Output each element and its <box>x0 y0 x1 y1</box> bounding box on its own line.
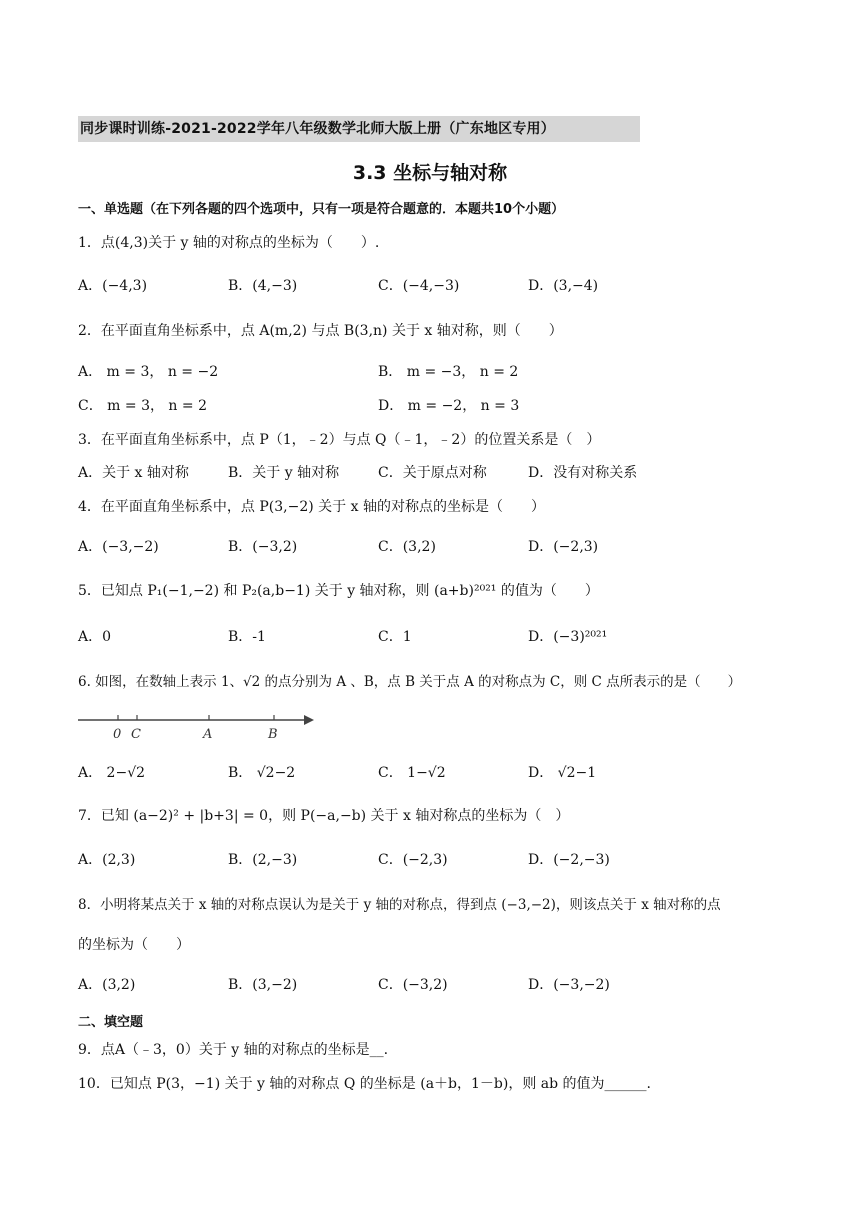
q4-option-a: A．(−3,−2) <box>78 539 159 555</box>
q2-option-a: A． m = 3， n = −2 <box>78 364 219 380</box>
q3-option-d: D．没有对称关系 <box>528 465 638 481</box>
q7-option-a: A．(2,3) <box>78 852 136 868</box>
q7-option-d: D．(−2,−3) <box>528 852 610 868</box>
label-c: C <box>131 727 141 742</box>
q7-option-c: C．(−2,3) <box>378 852 448 868</box>
q4-option-b: B．(−3,2) <box>228 539 298 555</box>
q1-option-b: B．(4,−3) <box>228 278 298 294</box>
q7-option-b: B．(2,−3) <box>228 852 298 868</box>
q4-option-c: C．(3,2) <box>378 539 436 555</box>
q5-option-a: A．0 <box>78 629 112 645</box>
question-4-stem: 4．在平面直角坐标系中，点 P(3,−2) 关于 x 轴的对称点的坐标是（ ） <box>78 499 545 515</box>
q6-option-b: B． √2−2 <box>228 765 296 781</box>
q8-option-a: A．(3,2) <box>78 977 136 993</box>
q6-option-d: D． √2−1 <box>528 765 597 781</box>
q3-option-b: B．关于 y 轴对称 <box>228 465 340 481</box>
q1-option-c: C．(−4,−3) <box>378 278 460 294</box>
q1-option-d: D．(3,−4) <box>528 278 599 294</box>
label-a: A <box>203 727 213 742</box>
q2-option-c: C． m = 3， n = 2 <box>78 398 207 414</box>
q3-option-c: C．关于原点对称 <box>378 465 487 481</box>
q6-option-a: A． 2−√2 <box>78 765 146 781</box>
label-0: 0 <box>113 727 122 742</box>
question-6-stem: 6. 如图，在数轴上表示 1、√2 的点分别为 A 、B，点 B 关于点 A 的对称点为 C，则 C 点所表示的是（ ） <box>78 674 742 690</box>
q8-option-c: C．(−3,2) <box>378 977 448 993</box>
q2-option-d: D． m = −2， n = 3 <box>378 398 520 414</box>
question-7-stem: 7．已知 (a−2)² + |b+3| = 0，则 P(−a,−b) 关于 x 轴对称点的坐标为（ ） <box>78 808 570 824</box>
q2-option-b: B． m = −3， n = 2 <box>378 364 519 380</box>
page-title: 3.3 坐标与轴对称 <box>352 162 508 184</box>
question-2-stem: 2．在平面直角坐标系中，点 A(m,2) 与点 B(3,n) 关于 x 轴对称，则（ ） <box>78 323 563 339</box>
q4-option-d: D．(−2,3) <box>528 539 599 555</box>
question-8-stem-continued: 的坐标为（ ） <box>78 937 190 953</box>
section-fill-blank: 二、填空题 <box>78 1015 144 1030</box>
question-9-stem: 9．点A（﹣3，0）关于 y 轴的对称点的坐标是__. <box>78 1042 389 1058</box>
q8-option-d: D．(−3,−2) <box>528 977 610 993</box>
question-3-stem: 3．在平面直角坐标系中，点 P（1，﹣2）与点 Q（﹣1，﹣2）的位置关系是（ ） <box>78 432 601 448</box>
q5-option-b: B．-1 <box>228 629 266 645</box>
q8-option-b: B．(3,−2) <box>228 977 298 993</box>
question-5-stem: 5．已知点 P₁(−1,−2) 和 P₂(a,b−1) 关于 y 轴对称，则 (a+b)²⁰²¹ 的值为（ ） <box>78 583 599 599</box>
q5-option-c: C．1 <box>378 629 412 645</box>
header-bar: 同步课时训练-2021-2022学年八年级数学北师大版上册（广东地区专用） <box>78 116 640 142</box>
number-line-figure <box>78 712 318 746</box>
section-single-choice: 一、单选题（在下列各题的四个选项中，只有一项是符合题意的．本题共10个小题） <box>78 202 565 217</box>
question-1-stem: 1．点(4,3)关于 y 轴的对称点的坐标为（ ）. <box>78 235 380 251</box>
q6-option-c: C． 1−√2 <box>378 765 446 781</box>
number-line-arrow <box>304 715 314 725</box>
label-b: B <box>268 727 278 742</box>
q1-option-a: A．(−4,3) <box>78 278 148 294</box>
question-10-stem: 10．已知点 P(3，−1) 关于 y 轴的对称点 Q 的坐标是 (a＋b，1－b)，则 ab 的值为______. <box>78 1076 652 1092</box>
question-8-stem: 8．小明将某点关于 x 轴的对称点误认为是关于 y 轴的对称点，得到点 (−3,−2)，则该点关于 x 轴对称的点 <box>78 897 721 913</box>
q3-option-a: A．关于 x 轴对称 <box>78 465 189 481</box>
q5-option-d: D．(−3)²⁰²¹ <box>528 629 608 645</box>
